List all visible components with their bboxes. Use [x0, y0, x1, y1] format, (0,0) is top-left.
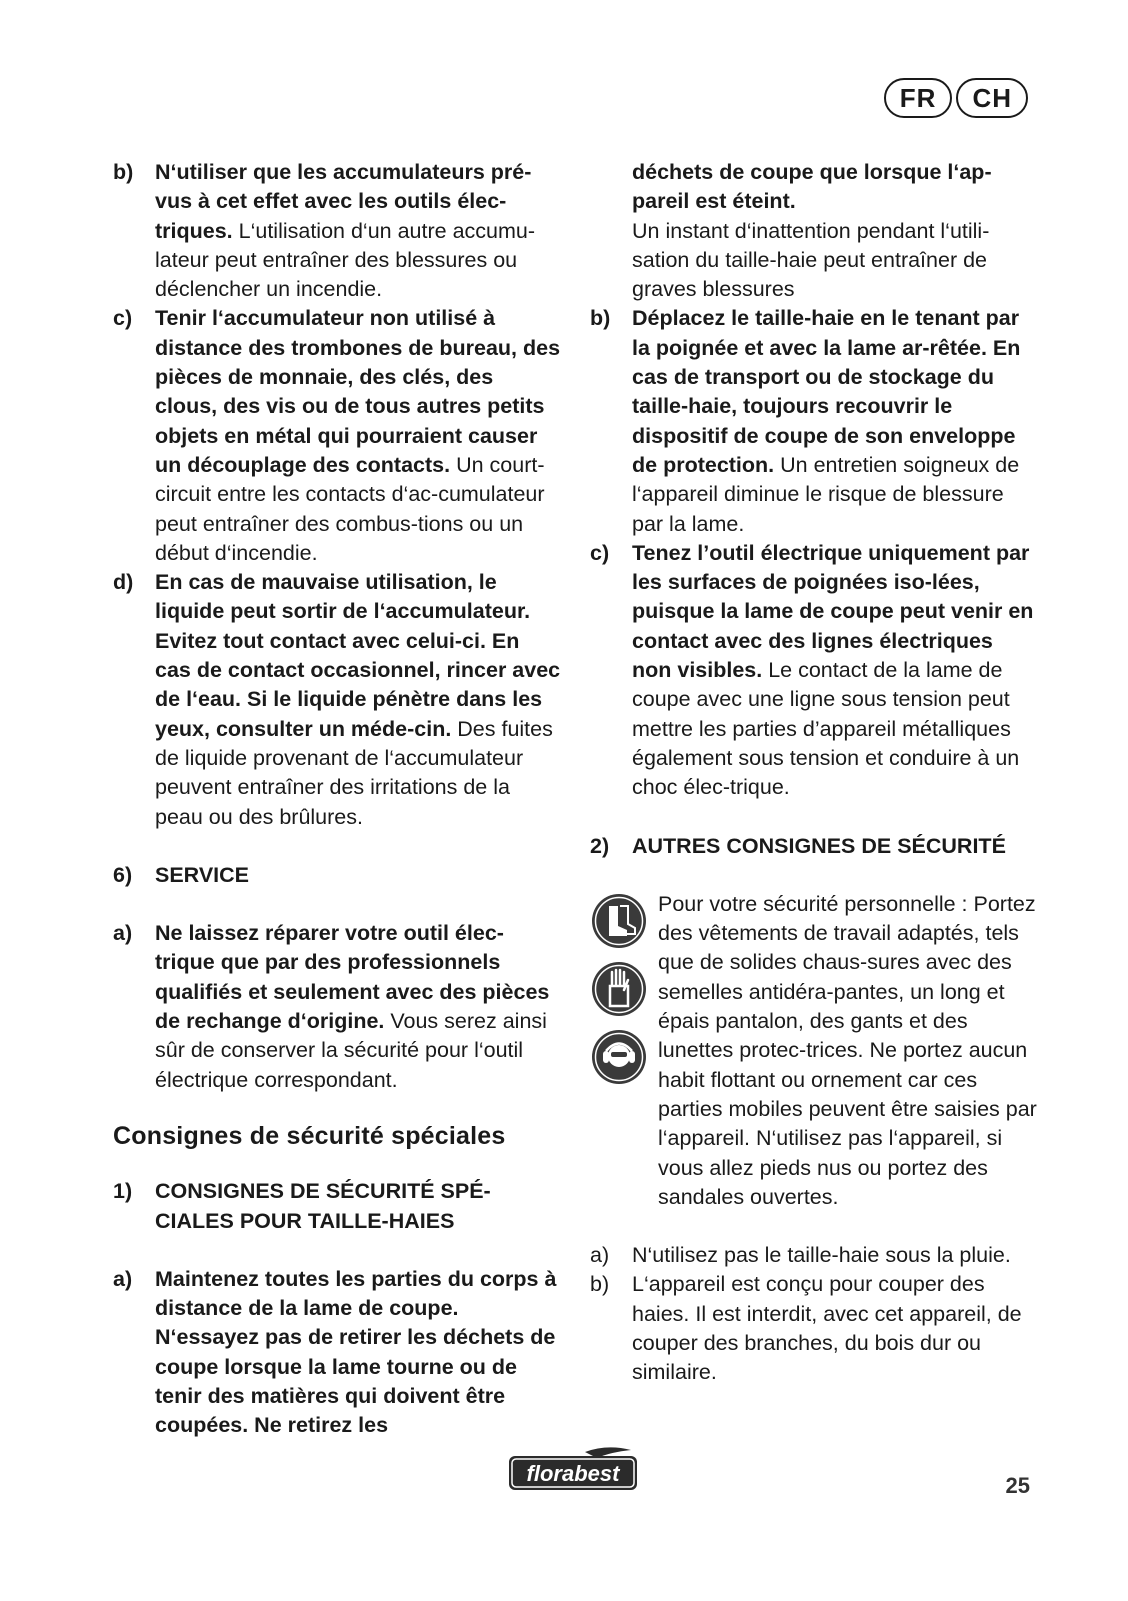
list-item-c-metal-objects	[113, 304, 561, 568]
normal-text: Le contact de la lame de coupe avec une ligne sous tension peut mettre les parties d’appareil métalliques également sous tension et conduire à un choc élec-trique.	[632, 658, 1020, 800]
bold-text: déchets de coupe que lorsque l‘ap-pareil est éteint.	[632, 160, 992, 214]
left-column	[113, 158, 561, 1441]
bold-text: Tenir l‘accumulateur non utilisé à distance des trombones de bureau, des pièces de monnaie, des clés, des clous, des vis ou de tous autres petits objets en métal qui pourraient causer un découplage des contacts.	[155, 306, 561, 477]
list-label: b)	[113, 160, 134, 184]
section-title: Consignes de sécurité spéciales	[113, 1121, 506, 1150]
normal-text: L‘utilisation d‘un autre accumu-lateur peut entraîner des blessures ou déclencher un incendie.	[155, 218, 536, 302]
list-label: c)	[113, 306, 133, 331]
safety-boots-icon	[590, 892, 658, 950]
normal-text: Vous serez ainsi sûr de conserver la sécurité pour l‘outil électrique correspondant.	[155, 1009, 547, 1092]
normal-text: Un entretien soigneux de l‘appareil diminue le risque de blessure par la lame.	[632, 452, 1020, 536]
list-label: c)	[590, 540, 610, 565]
right-column	[590, 158, 1038, 1388]
list-item-a-service	[113, 919, 561, 1095]
list-text	[155, 304, 561, 568]
heading-number: 2)	[590, 833, 610, 858]
other-safety-heading	[590, 832, 1038, 861]
list-text	[155, 158, 561, 304]
list-item-d-liquid	[113, 568, 561, 832]
list-text: L‘appareil est conçu pour couper des haies. Il est interdit, avec cet appareil, de couper des branches, du bois dur ou similaire.	[632, 1272, 1022, 1385]
heading-title: CONSIGNES DE SÉCURITÉ SPÉ-CIALES POUR TAILLE-HAIES	[155, 1179, 491, 1233]
list-item-a-body-parts	[113, 1265, 561, 1441]
bold-text: Déplacez le taille-haie en le tenant par la poignée et avec la lame ar-rêtée. En cas de transport ou de stockage du taille-haie, toujours recouvrir le dispositif de coupe de son enveloppe de protection.	[632, 306, 1021, 477]
hedge-heading	[113, 1177, 561, 1236]
bold-text: Maintenez toutes les parties du corps à distance de la lame de coupe. N‘essayez pas de retirer les déchets de coupe lorsque la lame tourne ou de tenir des matières qui doivent être coupées. Ne retirez les	[155, 1266, 557, 1438]
list-text	[155, 568, 561, 832]
language-badge-ch: CH	[956, 78, 1028, 118]
list-label: a)	[113, 921, 133, 946]
list-label: a)	[590, 1243, 610, 1268]
bold-text: Ne laissez réparer votre outil élec-trique que par des professionnels qualifiés et seulement avec des pièces de rechange d‘origine.	[155, 921, 550, 1034]
ppe-text: Pour votre sécurité personnelle : Portez des vêtements de travail adaptés, tels que de solides chaus-sures avec des semelles antidéra-pantes, un long et épais pantalon, des gants et des lunettes protec-trices. Ne portez aucun habit flottant ou ornement car ces parties mobiles peuvent être saisies par l‘appareil. N‘utilisez pas l‘appareil, si vous allez pieds nus ou portez des sandales ouvertes.	[658, 891, 1037, 1209]
ppe-block	[590, 890, 1038, 1212]
list-item-a-rain	[590, 1241, 1038, 1270]
list-text	[632, 304, 1038, 538]
list-text	[632, 158, 1038, 304]
list-item-continued	[590, 158, 1038, 304]
heading-number: 1)	[113, 1179, 133, 1204]
list-label: a)	[113, 1266, 133, 1291]
logo-text: florabest	[526, 1461, 620, 1486]
bold-text: N‘utiliser que les accumulateurs pré-vus à cet effet avec les outils élec-triques.	[155, 160, 532, 243]
page-number: 25	[1005, 1473, 1030, 1498]
normal-text: Un instant d‘inattention pendant l‘utili-sation du taille-haie peut entraîner de graves blessures	[632, 218, 990, 302]
ear-eye-protection-icon	[590, 1028, 658, 1086]
heading-title: SERVICE	[155, 862, 249, 887]
heading-title: AUTRES CONSIGNES DE SÉCURITÉ	[632, 833, 1006, 858]
list-item-b-accumulators	[113, 158, 561, 304]
ppe-icons	[590, 890, 658, 1212]
bold-text: Tenez l’outil électrique uniquement par les surfaces de poignées iso-lées, puisque la lame de coupe peut venir en contact avec des lignes électriques non visibles.	[632, 540, 1034, 683]
service-heading	[113, 861, 561, 890]
list-label: b)	[590, 306, 611, 331]
list-item-b-transport	[590, 304, 1038, 538]
list-label: b)	[590, 1272, 610, 1297]
list-item-c-insulated-grips	[590, 539, 1038, 803]
list-text: N‘utilisez pas le taille-haie sous la pluie.	[632, 1243, 1011, 1268]
language-badge-fr: FR	[884, 78, 953, 118]
language-badges	[884, 78, 1028, 118]
normal-text: Un court-circuit entre les contacts d‘ac-cumulateur peut entraîner des combus-tions ou un début d‘incendie.	[155, 452, 545, 565]
florabest-logo	[507, 1446, 639, 1499]
protective-gloves-icon	[590, 960, 658, 1018]
heading-number: 6)	[113, 862, 133, 887]
list-item-b-intended-use	[590, 1270, 1038, 1387]
list-text	[155, 1265, 561, 1441]
list-text	[155, 919, 561, 1095]
list-text	[632, 539, 1038, 803]
list-label: d)	[113, 570, 134, 595]
normal-text: Des fuites de liquide provenant de l‘accumulateur peuvent entraîner des irritations de la peau ou des brûlures.	[155, 716, 553, 829]
bold-text: En cas de mauvaise utilisation, le liquide peut sortir de l‘accumulateur. Evitez tout contact avec celui-ci. En cas de contact occasionnel, rincer avec de l‘eau. Si le liquide pénètre dans les yeux, consulter un méde-cin.	[155, 570, 561, 741]
